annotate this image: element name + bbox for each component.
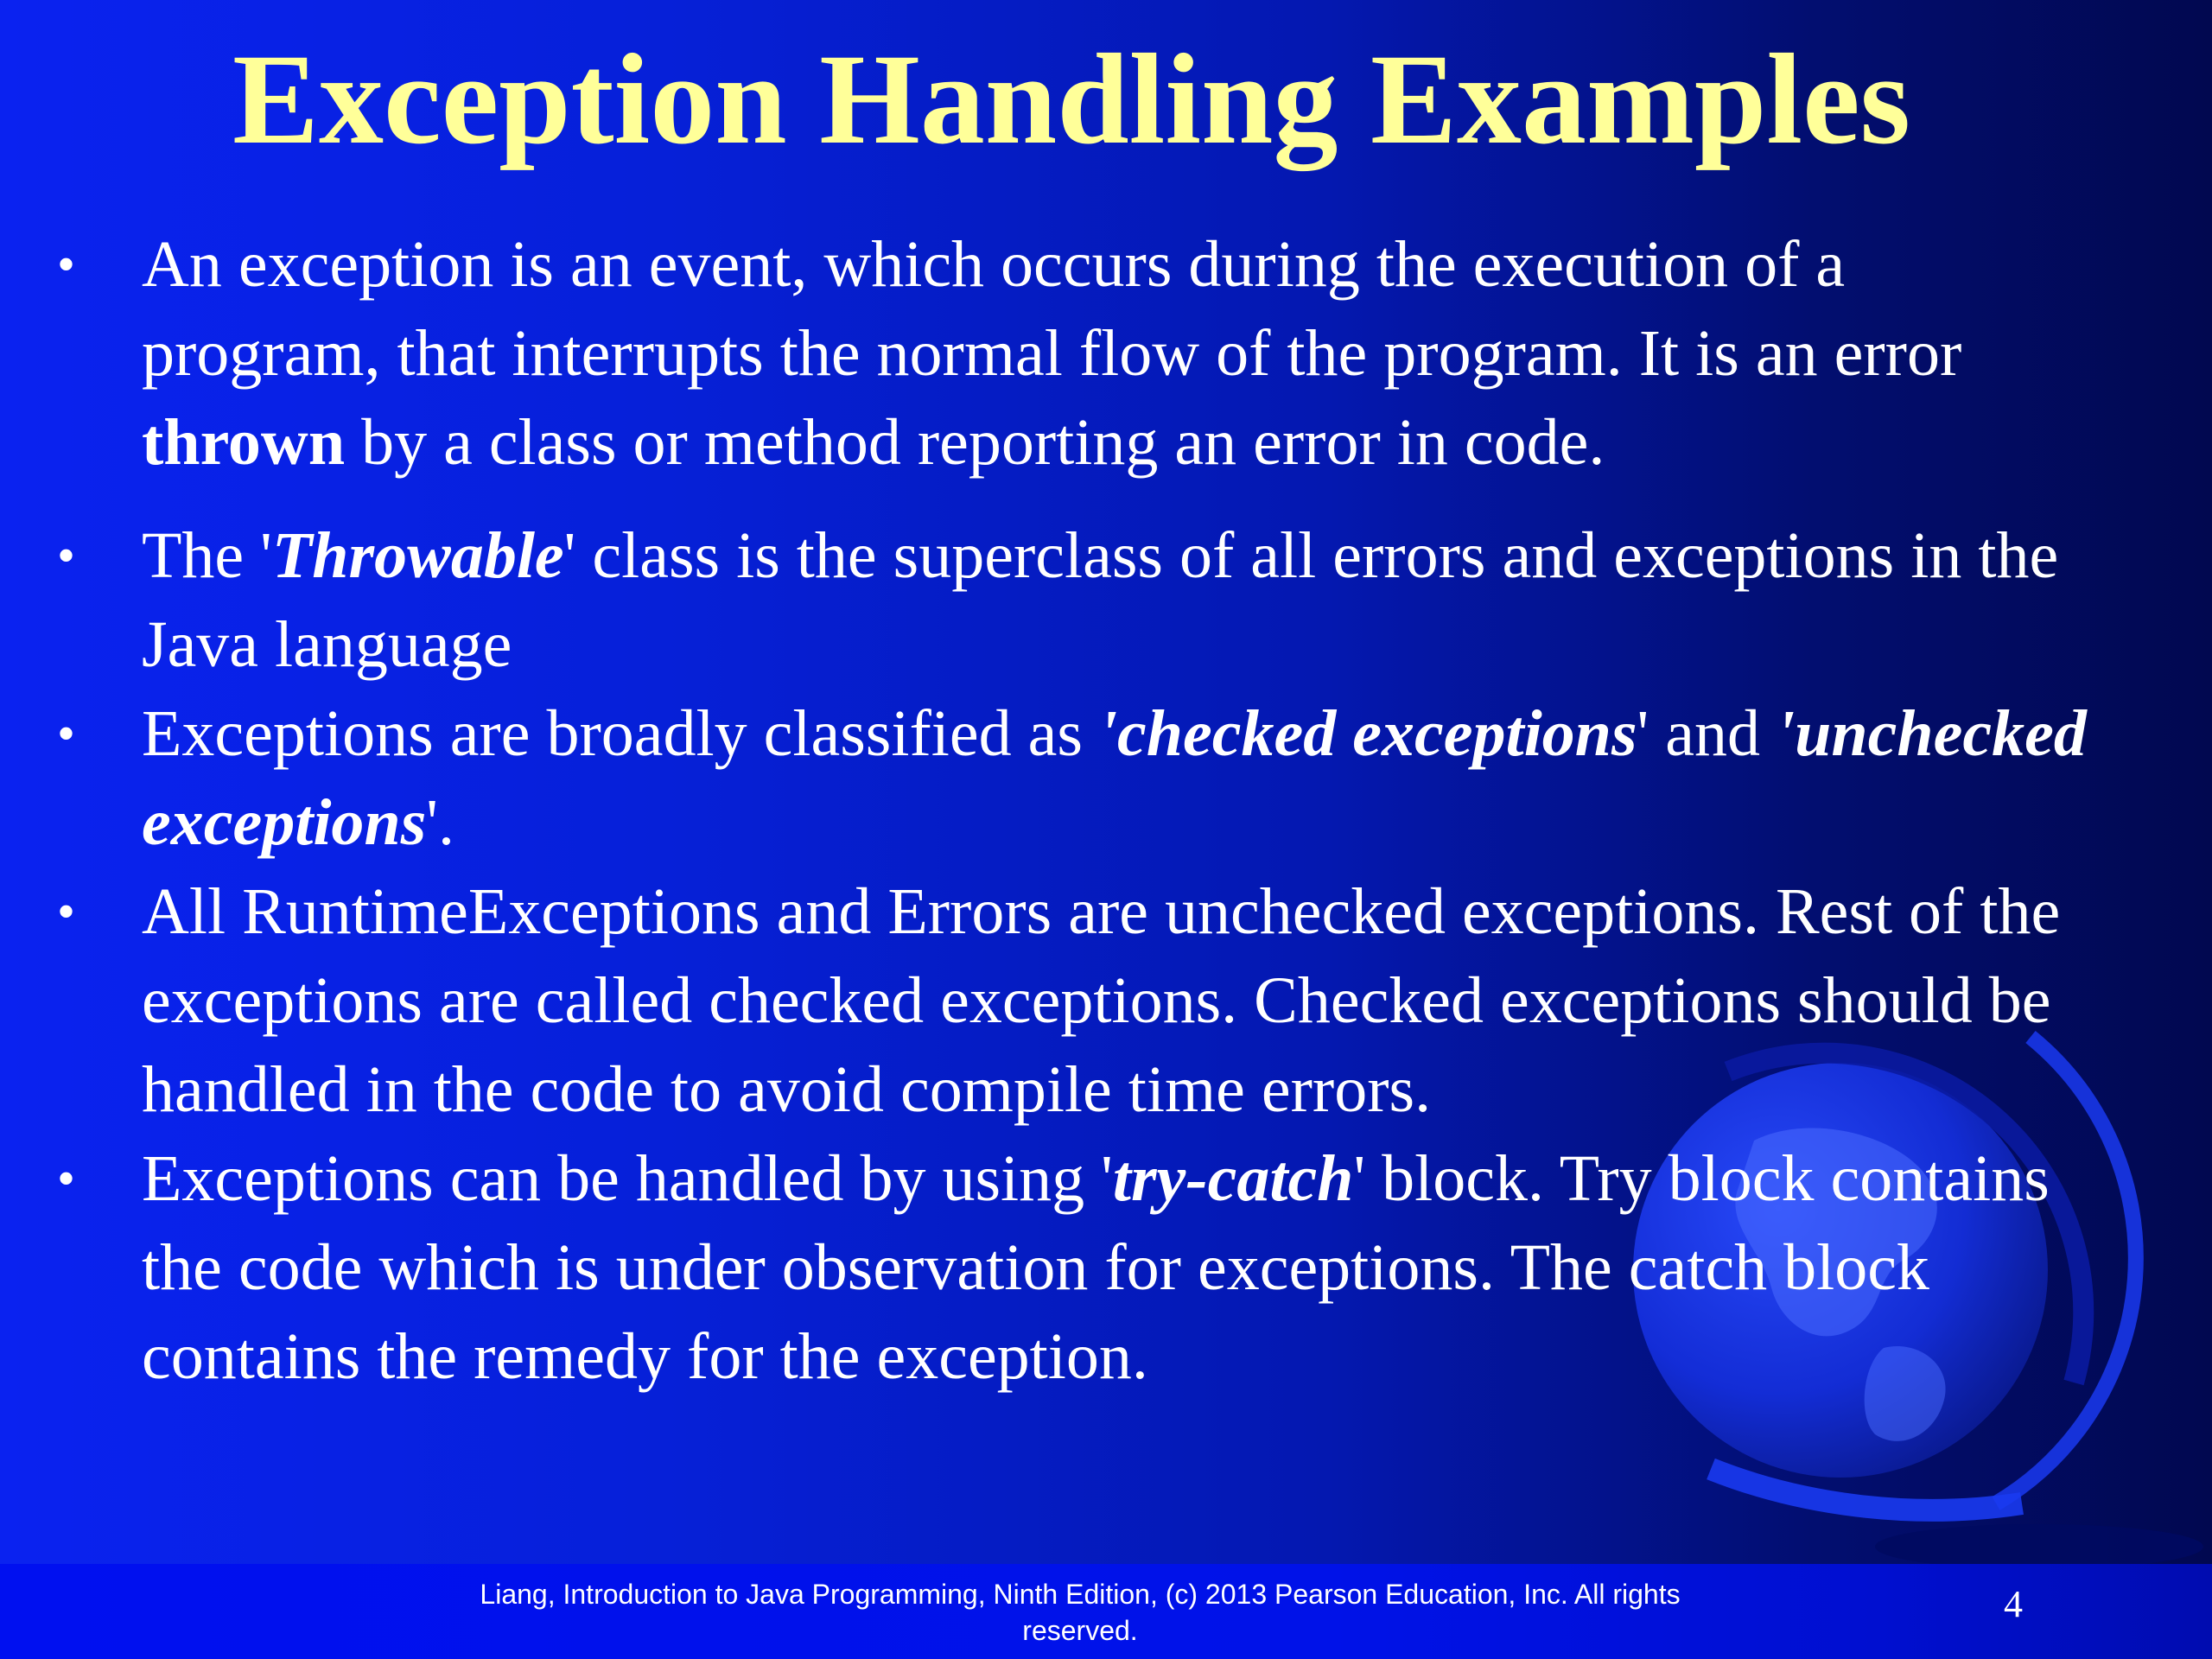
bullet-text: Exceptions are broadly classified as 'checked exceptions' and 'unchecked exceptions'.	[142, 697, 2087, 859]
bullet-item	[0, 220, 2091, 487]
footer-copyright: Liang, Introduction to Java Programming, Ninth Edition, (c) 2013 Pearson Education, Inc. All rights reserved.	[480, 1579, 1681, 1646]
bullet-marker: •	[57, 1150, 76, 1207]
bullet-list	[0, 220, 2091, 1402]
bullet-item	[0, 868, 2091, 1135]
slide-title: Exception Handling Examples	[232, 28, 1911, 171]
bullet-text: An exception is an event, which occurs during the execution of a program, that interrupts the normal flow of the program. It is an error thrown by a class or method reporting an error in code.	[142, 228, 1962, 479]
bullet-marker: •	[57, 705, 76, 762]
bullet-item	[0, 512, 2091, 690]
bullet-marker: •	[57, 883, 76, 940]
bullet-item	[0, 690, 2091, 868]
bullet-item	[0, 1135, 2091, 1402]
page-number: 4	[2004, 1583, 2023, 1625]
bullet-text: The 'Throwable' class is the superclass of all errors and exceptions in the Java language	[142, 519, 2059, 681]
bullet-text: Exceptions can be handled by using 'try-catch' block. Try block contains the code which is under observation for exceptions. The catch block contains the remedy for the exception.	[142, 1142, 2050, 1393]
bullet-marker: •	[57, 527, 76, 584]
footer-bar	[0, 1564, 2212, 1659]
bullet-marker: •	[57, 236, 76, 293]
bullet-text: All RuntimeExceptions and Errors are unchecked exceptions. Rest of the exceptions are called checked exceptions. Checked exceptions should be handled in the code to avoid compile time errors.	[142, 875, 2061, 1126]
